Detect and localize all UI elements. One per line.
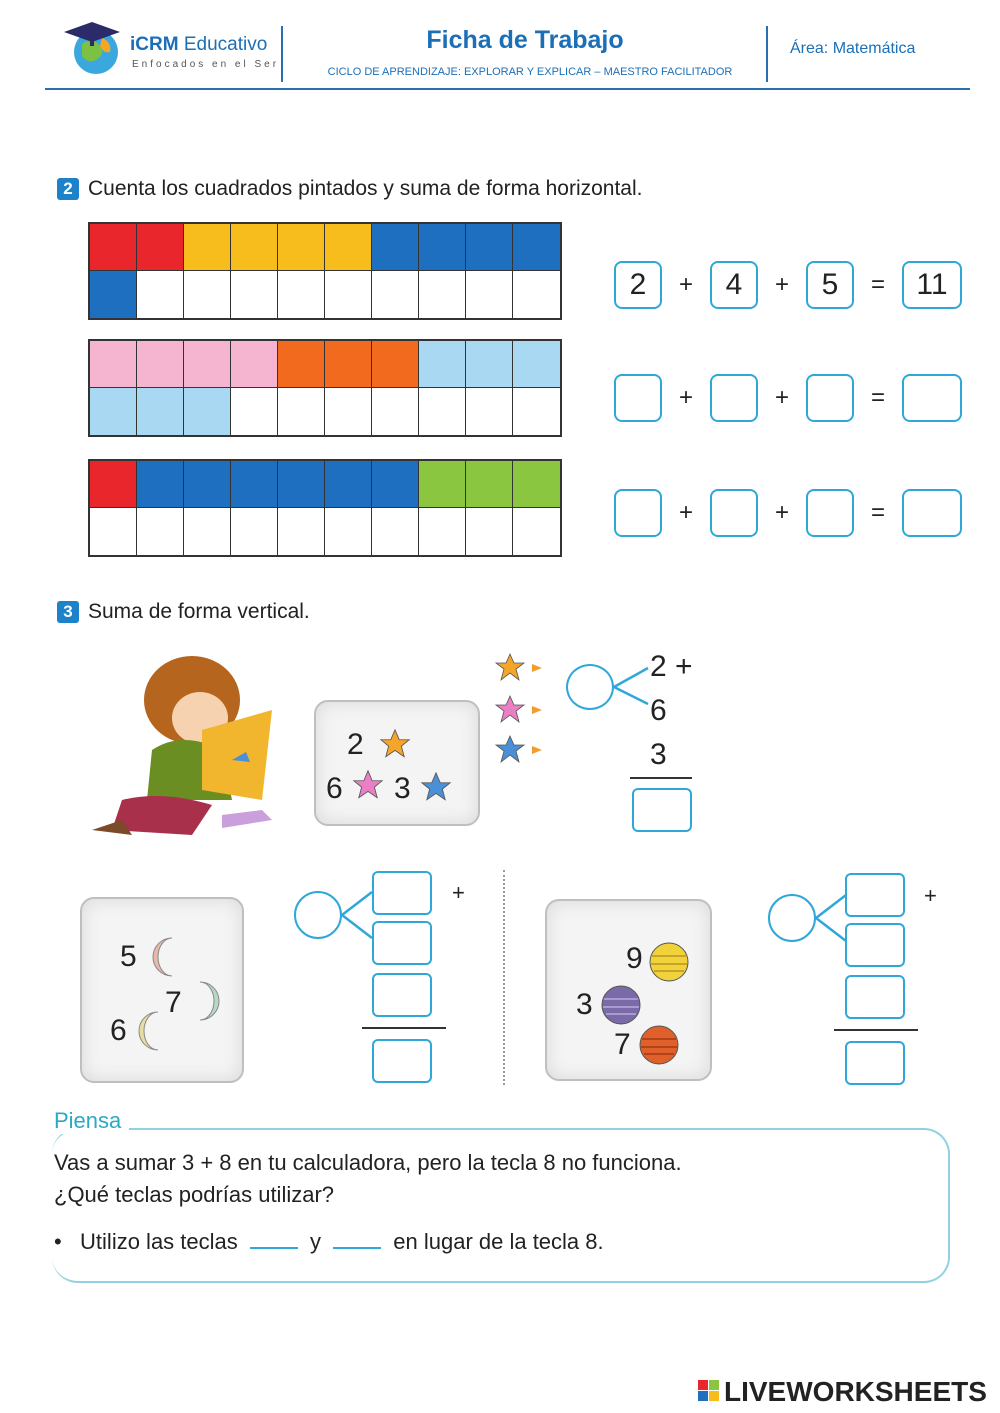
grid-cell <box>137 508 184 555</box>
grouping-circle <box>566 664 614 710</box>
grid-cell <box>466 341 513 388</box>
grouping-circle <box>294 891 342 939</box>
bag-number: 2 <box>347 728 364 761</box>
addend-box[interactable] <box>845 873 905 917</box>
grid-cell <box>513 271 560 318</box>
plus-sign: + <box>678 271 693 298</box>
answer-box[interactable] <box>614 489 662 537</box>
moon-icon <box>148 936 182 983</box>
color-grid <box>88 339 562 437</box>
grid-cell <box>184 271 231 318</box>
grid-cell <box>278 341 325 388</box>
logo-icon <box>62 14 126 78</box>
grid-cell <box>513 508 560 555</box>
star-icon <box>494 734 546 771</box>
grid-cell <box>325 461 372 508</box>
liveworksheets-logo-icon <box>698 1380 720 1407</box>
grid-cell <box>372 461 419 508</box>
page-title: Ficha de Trabajo <box>426 26 624 54</box>
answer-box[interactable] <box>806 374 854 422</box>
grid-cell <box>372 271 419 318</box>
moon-icon <box>134 1010 168 1057</box>
grid-cell <box>137 388 184 435</box>
grid-cell <box>184 341 231 388</box>
color-grid <box>88 222 562 320</box>
grid-cell <box>231 224 278 271</box>
grid-cell <box>184 461 231 508</box>
star-icon <box>418 770 454 809</box>
grid-cell <box>184 388 231 435</box>
moon-icon <box>190 980 224 1027</box>
piensa-line: ¿Qué teclas podrías utilizar? <box>54 1182 335 1207</box>
sum-equation <box>614 374 962 422</box>
grid-cell <box>90 271 137 318</box>
grid-cell <box>325 508 372 555</box>
addend: 3 <box>650 738 667 771</box>
answer-box[interactable] <box>710 374 758 422</box>
sum-line <box>630 777 692 779</box>
grid-cell <box>466 508 513 555</box>
grid-cell <box>513 224 560 271</box>
grid-cell <box>419 508 466 555</box>
grid-cell <box>325 341 372 388</box>
grid-cell <box>325 271 372 318</box>
addend-box[interactable] <box>372 973 432 1017</box>
grid-cell <box>137 271 184 318</box>
piensa-title: Piensa <box>54 1108 129 1134</box>
grid-cell <box>231 388 278 435</box>
grid-cell <box>419 388 466 435</box>
sum-line <box>834 1029 918 1031</box>
answer-box[interactable]: 2 <box>614 261 662 309</box>
total-box[interactable]: 11 <box>902 261 962 309</box>
grid-cell <box>90 461 137 508</box>
child-cutting-illustration <box>82 640 312 850</box>
grid-cell <box>184 224 231 271</box>
bag-number: 6 <box>326 772 343 805</box>
planet-icon <box>600 984 642 1031</box>
grid-cell <box>231 508 278 555</box>
grid-cell <box>466 388 513 435</box>
total-box[interactable] <box>902 374 962 422</box>
grid-cell <box>231 271 278 318</box>
plus-sign: + <box>924 883 937 908</box>
grid-cell <box>325 224 372 271</box>
grid-cell <box>278 461 325 508</box>
grid-cell <box>419 224 466 271</box>
plus-sign: + <box>774 271 789 298</box>
grid-cell <box>419 271 466 318</box>
bag-number: 3 <box>394 772 411 805</box>
exercise-number: 2 <box>57 178 79 200</box>
equals-sign: = <box>870 384 885 411</box>
footer-brand: LIVEWORKSHEETS <box>724 1376 987 1407</box>
grid-cell <box>466 271 513 318</box>
grid-cell <box>137 224 184 271</box>
subject-area: Área: Matemática <box>790 40 916 57</box>
bag-number: 7 <box>165 986 182 1019</box>
answer-box[interactable]: 5 <box>806 261 854 309</box>
answer-blank[interactable] <box>333 1229 381 1249</box>
branch-lines <box>814 883 848 958</box>
piensa-text: y <box>310 1229 322 1254</box>
grid-cell <box>137 461 184 508</box>
grid-cell <box>137 341 184 388</box>
grid-cell <box>90 388 137 435</box>
addend-box[interactable] <box>845 975 905 1019</box>
addend: 2 + <box>650 650 693 683</box>
addend-box[interactable] <box>372 871 432 915</box>
bag-number: 9 <box>626 942 643 975</box>
branch-lines <box>612 664 652 719</box>
sum-equation <box>614 261 962 309</box>
bag-number: 6 <box>110 1014 127 1047</box>
addend-box[interactable] <box>845 923 905 967</box>
total-box[interactable] <box>632 788 692 832</box>
bag-number: 3 <box>576 988 593 1021</box>
logo-tagline: Enfocados en el Ser <box>132 59 280 70</box>
grid-cell <box>90 508 137 555</box>
addend-box[interactable] <box>372 921 432 965</box>
bag-number: 5 <box>120 940 137 973</box>
plus-sign: + <box>774 384 789 411</box>
grid-cell <box>278 224 325 271</box>
grid-cell <box>466 224 513 271</box>
sum-equation <box>614 489 962 537</box>
grid-cell <box>231 461 278 508</box>
total-box[interactable] <box>902 489 962 537</box>
plus-sign: + <box>678 499 693 526</box>
answer-box[interactable] <box>806 489 854 537</box>
grid-cell <box>513 341 560 388</box>
piensa-text: en lugar de la tecla 8. <box>393 1229 604 1254</box>
color-grid <box>88 459 562 557</box>
bag-number: 7 <box>614 1028 631 1061</box>
grid-cell <box>419 461 466 508</box>
piensa-text: Utilizo las teclas <box>80 1229 238 1254</box>
grid-cell <box>231 341 278 388</box>
plus-sign: + <box>678 384 693 411</box>
equals-sign: = <box>870 271 885 298</box>
grid-cell <box>419 341 466 388</box>
branch-lines <box>340 880 374 955</box>
answer-box[interactable] <box>710 489 758 537</box>
grid-cell <box>466 461 513 508</box>
piensa-line: Vas a sumar 3 + 8 en tu calculadora, pero la tecla 8 no funciona. <box>54 1150 682 1175</box>
star-icon <box>377 727 413 766</box>
grid-cell <box>372 341 419 388</box>
grid-cell <box>372 388 419 435</box>
grid-cell <box>90 341 137 388</box>
planet-icon <box>638 1024 680 1071</box>
logo-brand: iCRM Educativo <box>130 34 268 55</box>
bullet: • <box>54 1229 62 1254</box>
exercise-instruction: Suma de forma vertical. <box>88 600 310 623</box>
sum-line <box>362 1027 446 1029</box>
grid-cell <box>372 224 419 271</box>
total-box[interactable] <box>845 1041 905 1085</box>
star-icon <box>494 652 546 689</box>
plus-sign: + <box>774 499 789 526</box>
star-icon <box>494 694 546 731</box>
grid-cell <box>278 271 325 318</box>
plus-sign: + <box>452 880 465 905</box>
star-icon <box>350 768 386 807</box>
grid-cell <box>372 508 419 555</box>
piensa-answer-line <box>54 1229 604 1255</box>
grid-cell <box>278 388 325 435</box>
answer-box[interactable]: 4 <box>710 261 758 309</box>
grid-cell <box>90 224 137 271</box>
header-rule <box>45 88 970 90</box>
header-divider <box>281 26 283 82</box>
grid-cell <box>184 508 231 555</box>
grid-cell <box>513 461 560 508</box>
addend: 6 <box>650 694 667 727</box>
equals-sign: = <box>870 499 885 526</box>
grid-cell <box>325 388 372 435</box>
answer-box[interactable] <box>614 374 662 422</box>
planet-icon <box>648 941 690 988</box>
header-divider <box>766 26 768 82</box>
page-subtitle: CICLO DE APRENDIZAJE: EXPLORAR Y EXPLICAR – MAESTRO FACILITADOR <box>327 66 733 78</box>
total-box[interactable] <box>372 1039 432 1083</box>
grid-cell <box>513 388 560 435</box>
divider <box>503 870 505 1085</box>
grid-cell <box>278 508 325 555</box>
answer-blank[interactable] <box>250 1229 298 1249</box>
grouping-circle <box>768 894 816 942</box>
exercise-number: 3 <box>57 601 79 623</box>
exercise-instruction: Cuenta los cuadrados pintados y suma de forma horizontal. <box>88 177 643 200</box>
